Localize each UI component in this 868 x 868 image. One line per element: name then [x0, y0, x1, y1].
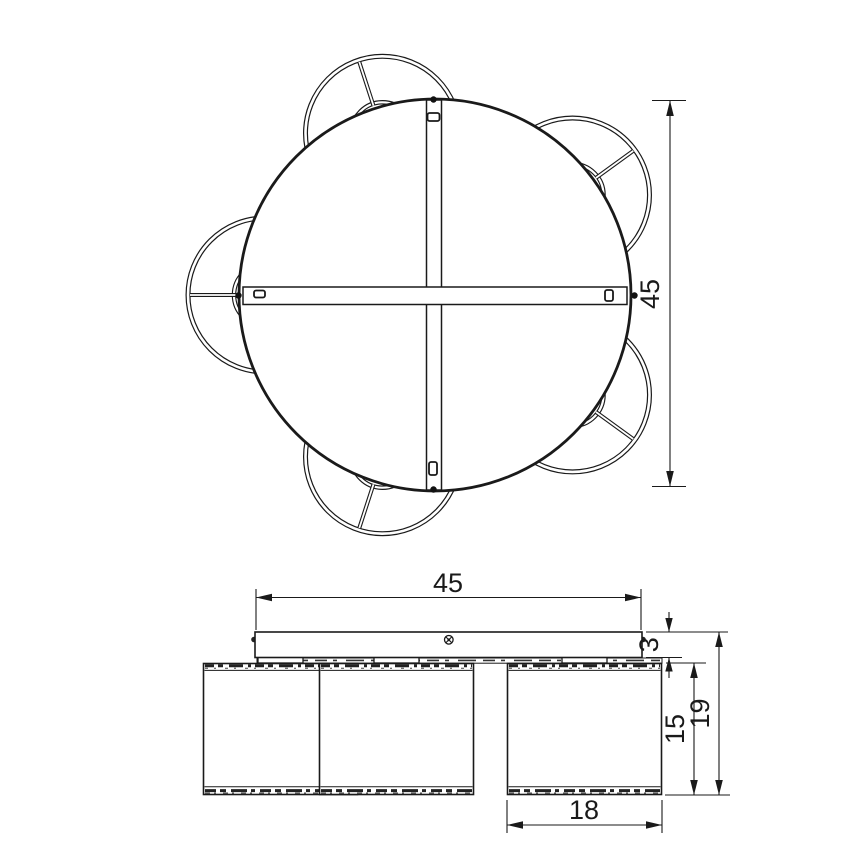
dimension-label-thickness-3: 3 [634, 637, 664, 653]
mounting-slot-bottom [429, 462, 437, 475]
center-screw [445, 636, 454, 645]
mounting-slot-top [428, 113, 440, 121]
screw-bottom [430, 486, 436, 492]
crossbar-horizontal [243, 287, 627, 305]
top-view [188, 56, 686, 533]
dimension-label-width-45: 45 [432, 568, 464, 598]
dimension-label-shade-height-15: 15 [660, 713, 690, 745]
mounting-slot-right [605, 290, 613, 301]
shade-front-right [508, 664, 662, 795]
dimension-label-total-drop-19: 19 [685, 698, 715, 729]
dimension-label-diameter-45: 45 [635, 278, 665, 310]
shade-front-middle [320, 664, 474, 795]
mounting-slot-left [254, 291, 265, 298]
screw-top [430, 96, 436, 102]
dimension-total-drop [715, 632, 723, 795]
dimension-label-shade-diameter-18: 18 [568, 795, 600, 825]
screw-left [235, 292, 241, 298]
front-view [204, 568, 731, 833]
